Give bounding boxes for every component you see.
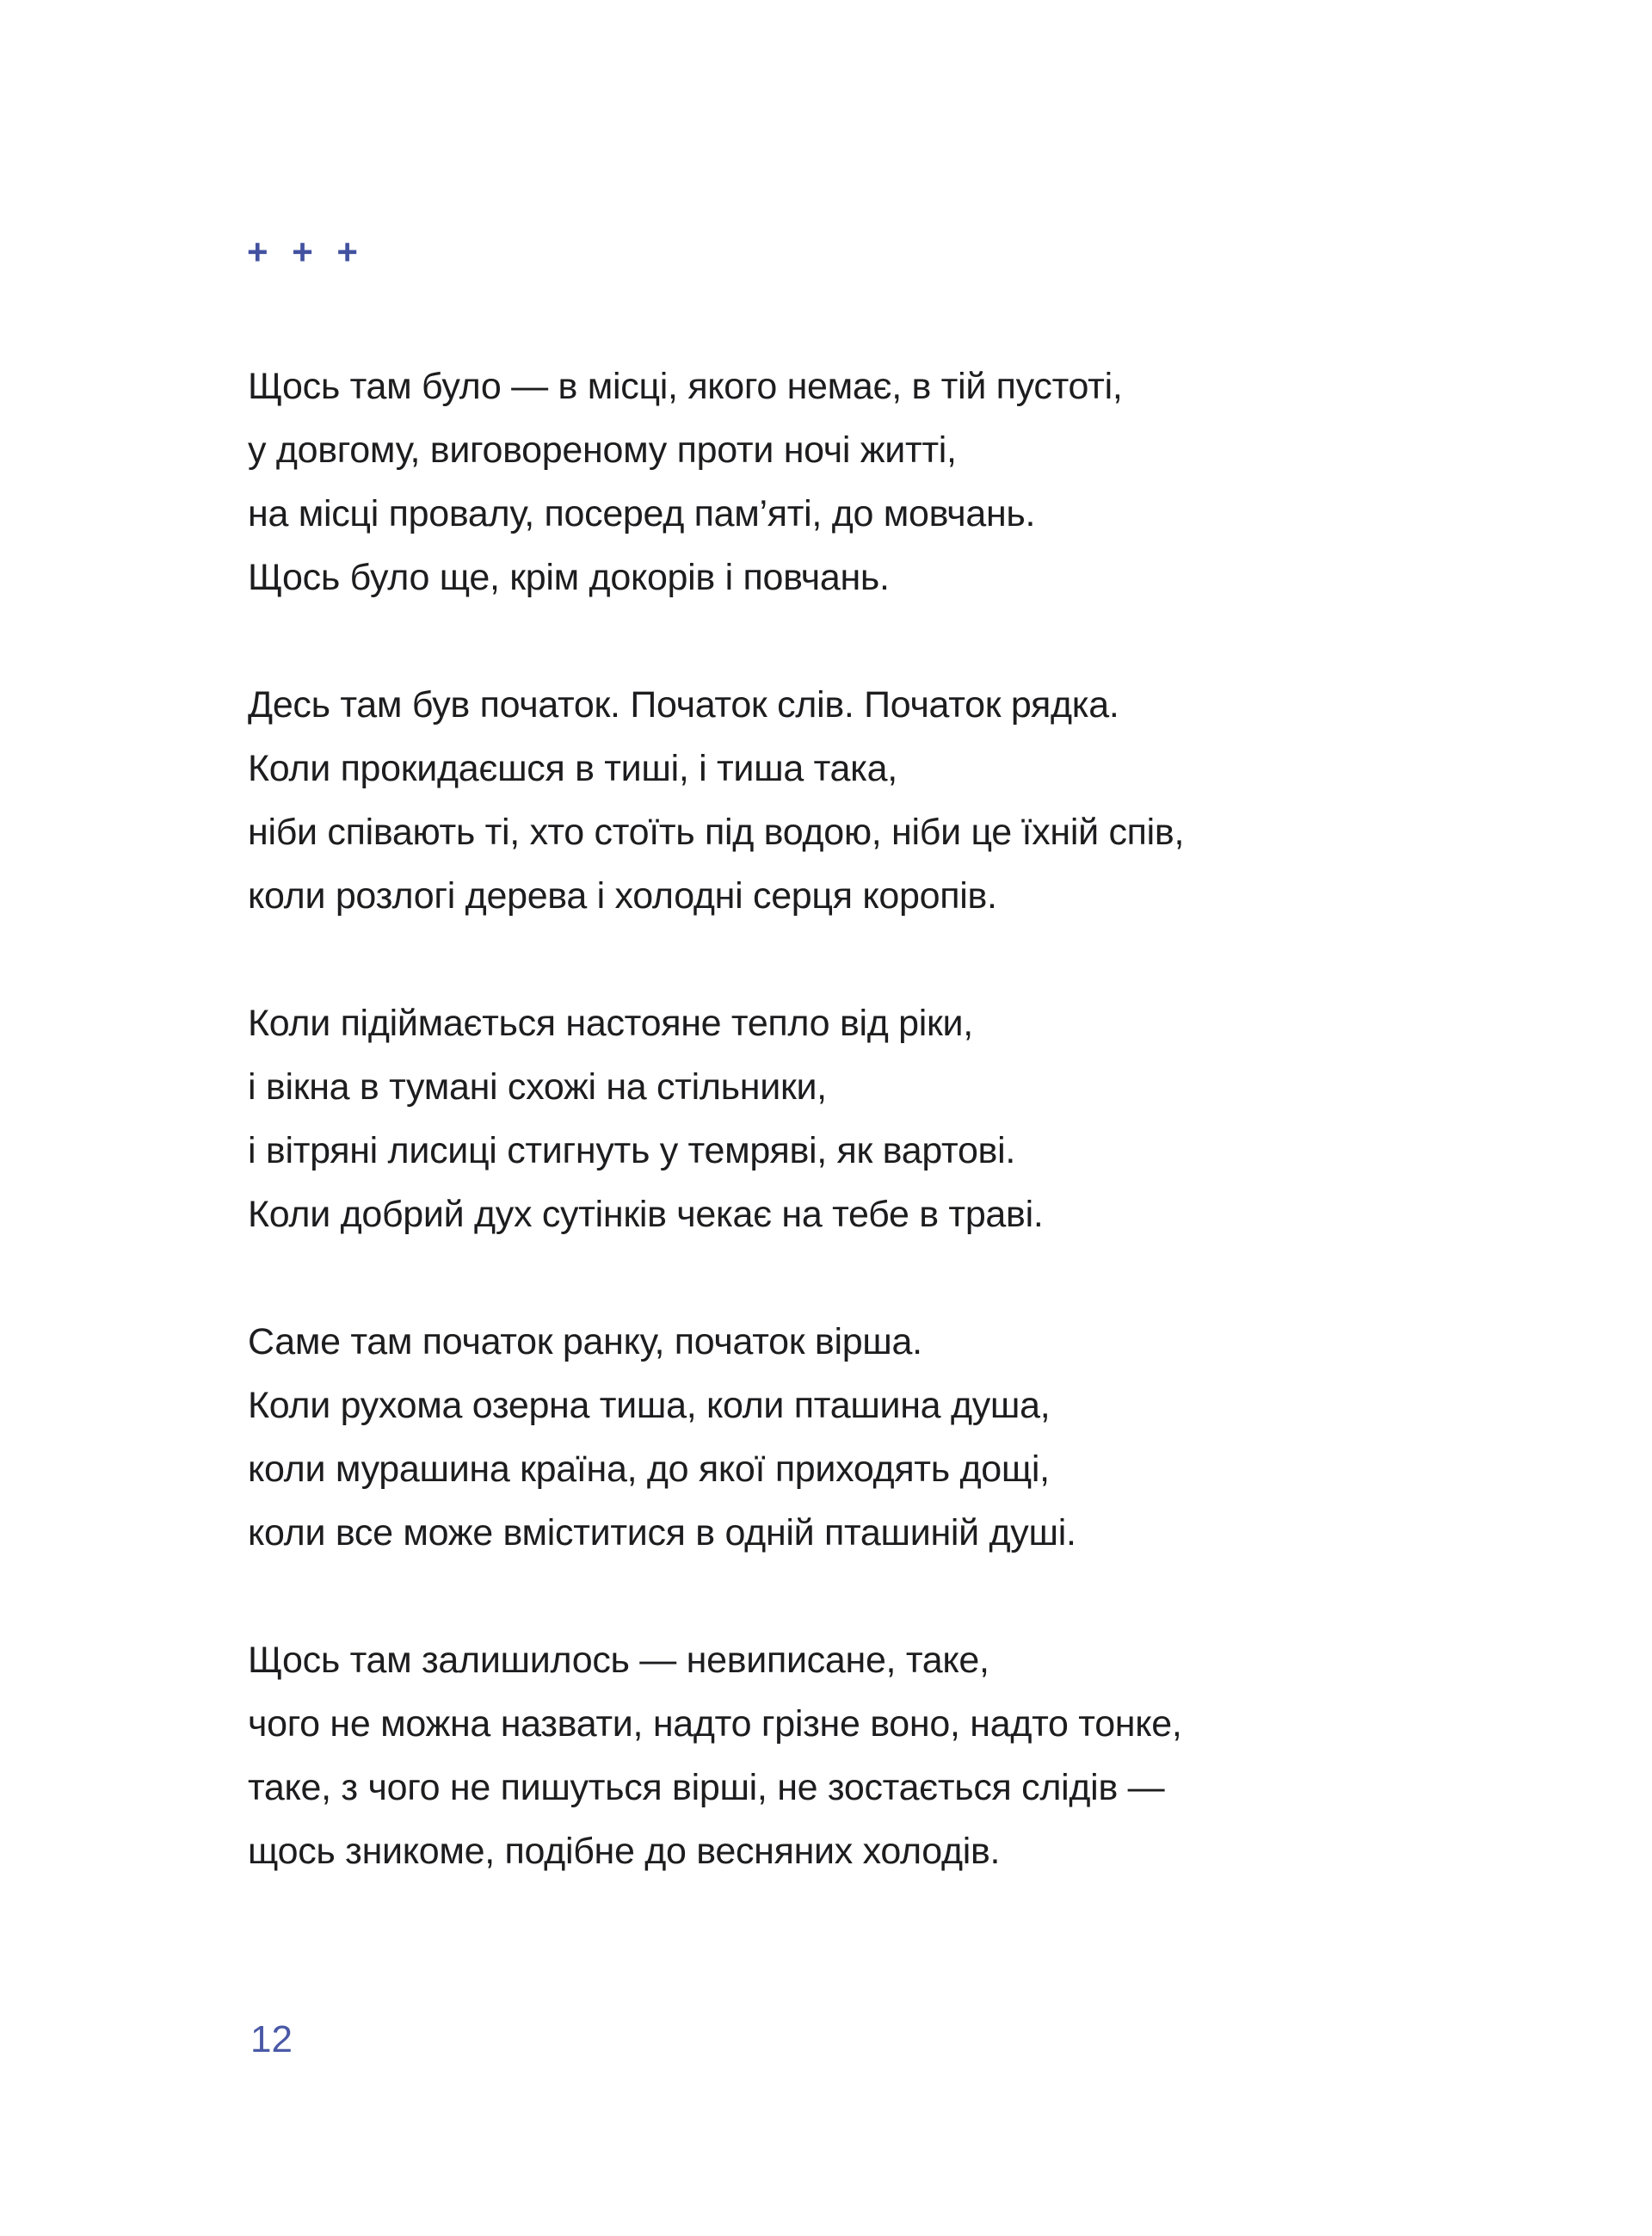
poem: [248, 355, 1470, 1947]
poem-line: щось зникоме, подібне до весняних холодів.: [248, 1831, 1001, 1872]
poem-line: коли розлогі дерева і холодні серця коропів.: [248, 875, 997, 917]
poem-line: Коли добрий дух сутінків чекає на тебе в траві.: [248, 1194, 1044, 1235]
poem-line: у довгому, виговореному проти ночі житті,: [248, 429, 957, 471]
poem-stanza: [248, 673, 1470, 928]
poem-stanza: [248, 1628, 1470, 1883]
poem-stanza: [248, 355, 1470, 609]
poem-line: чого не можна назвати, надто грізне воно, надто тонке,: [248, 1703, 1182, 1745]
poem-line: і вітряні лисиці стигнуть у темряві, як вартові.: [248, 1130, 1016, 1171]
poem-stanza: [248, 1310, 1470, 1565]
poem-line: Коли підіймається настояне тепло від ріки,: [248, 1003, 973, 1044]
poem-line: Коли прокидаєшся в тиші, і тиша така,: [248, 748, 897, 789]
poem-line: ніби співають ті, хто стоїть під водою, ніби це їхній спів,: [248, 812, 1185, 853]
poem-line: Саме там початок ранку, початок вірша.: [248, 1321, 922, 1362]
poem-line: Щось було ще, крім докорів і повчань.: [248, 557, 890, 598]
section-marker: + + +: [247, 232, 365, 272]
poem-line: коли мурашина країна, до якої приходять дощі,: [248, 1448, 1050, 1490]
poem-line: Щось там залишилось — невиписане, таке,: [248, 1640, 989, 1681]
poem-line: і вікна в тумані схожі на стільники,: [248, 1066, 827, 1108]
poem-line: Десь там був початок. Початок слів. Початок рядка.: [248, 684, 1119, 726]
poem-line: на місці провалу, посеред пам’яті, до мовчань.: [248, 493, 1036, 534]
poem-stanza: [248, 991, 1470, 1246]
poem-line: коли все може вміститися в одній пташиній душі.: [248, 1512, 1076, 1553]
page-number: 12: [250, 2018, 293, 2060]
poem-line: таке, з чого не пишуться вірші, не зостається слідів —: [248, 1767, 1165, 1808]
poem-line: Коли рухома озерна тиша, коли пташина душа,: [248, 1385, 1051, 1426]
poem-line: Щось там було — в місці, якого немає, в тій пустоті,: [248, 366, 1123, 407]
